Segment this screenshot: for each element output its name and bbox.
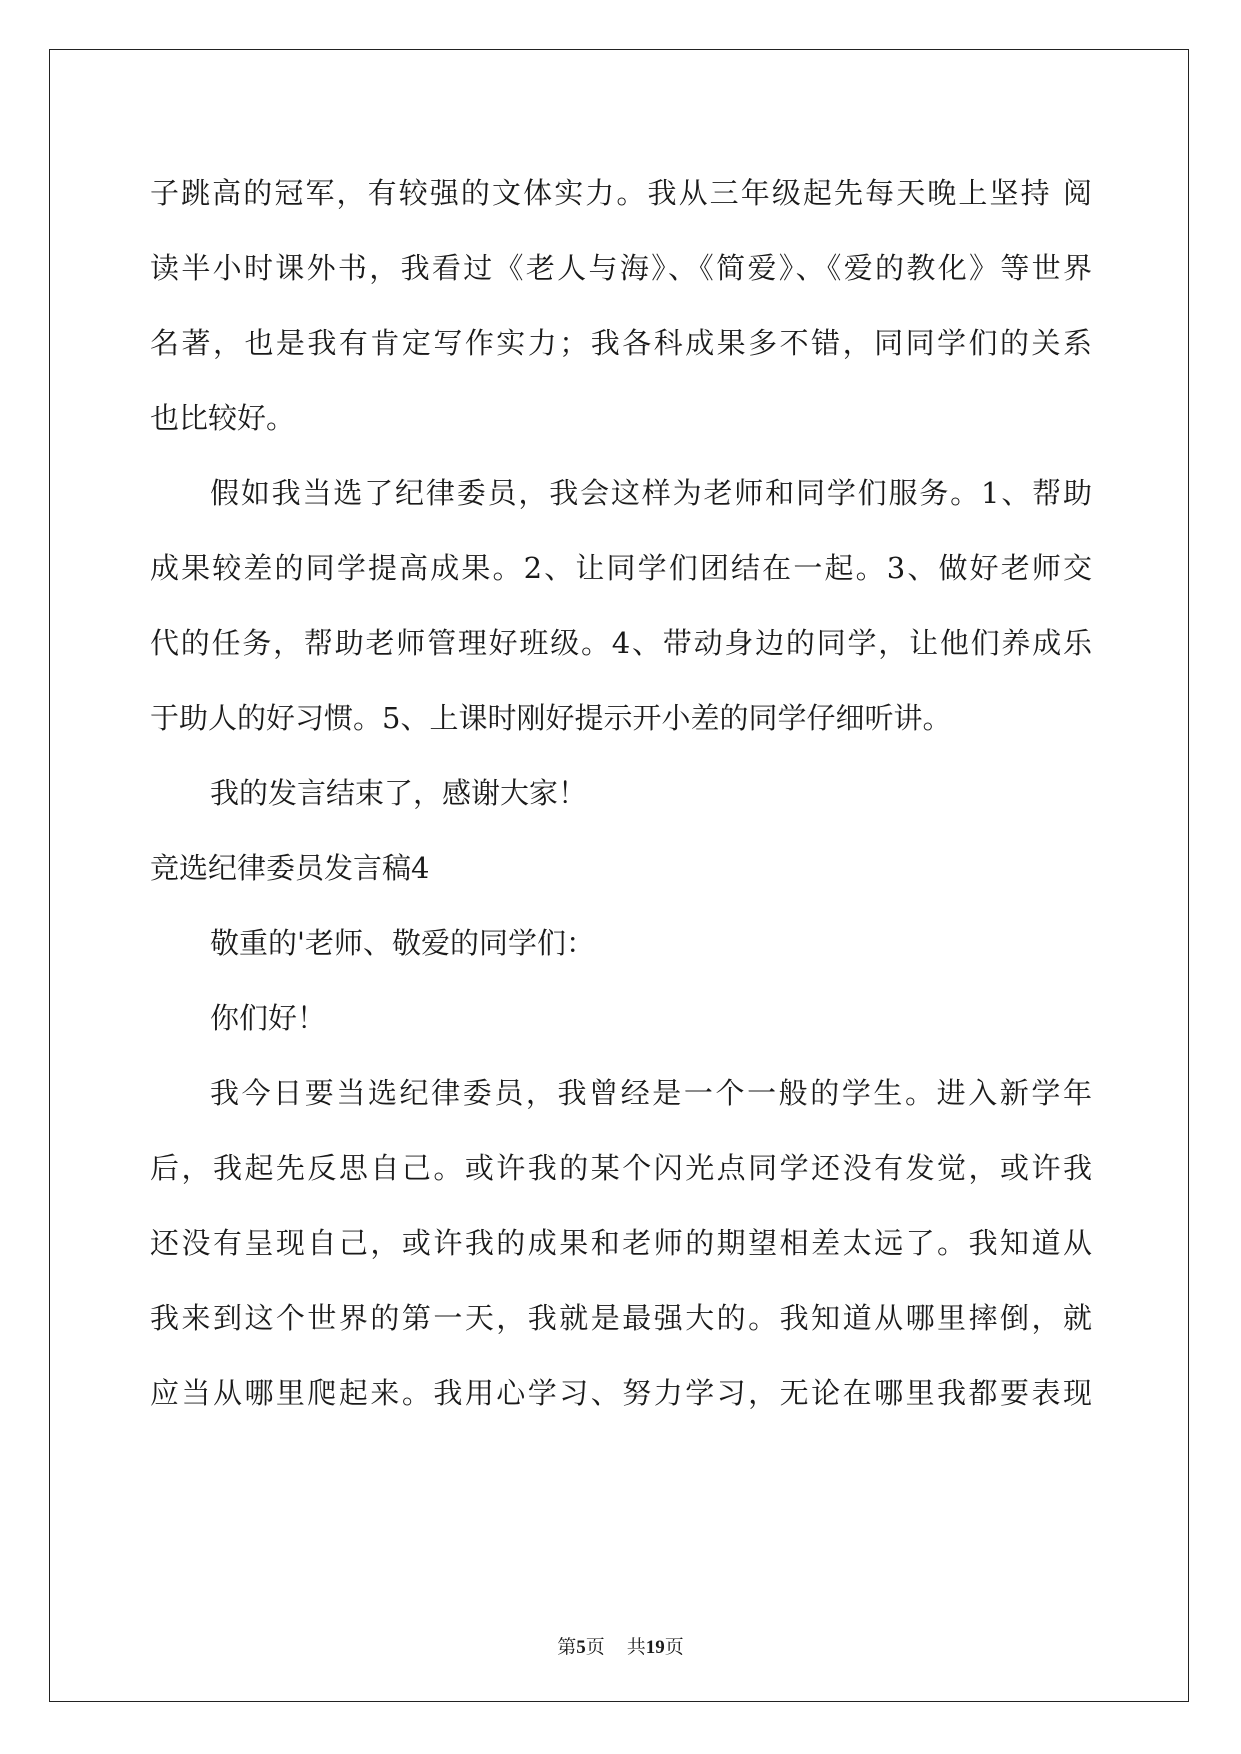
- footer-page-unit: 页: [585, 1636, 605, 1658]
- footer-total-prefix: 共: [626, 1636, 646, 1658]
- current-page-number: 5: [576, 1637, 586, 1658]
- footer-prefix: 第: [557, 1636, 577, 1658]
- document-body: [150, 156, 1092, 1431]
- text-line: 读半小时课外书，我看过《老人与海》、《简爱》、《爱的教化》等世界: [150, 251, 1092, 285]
- page-footer: [0, 1635, 1241, 1660]
- text-line: 后，我起先反思自己。或许我的某个闪光点同学还没有发觉，或许我: [150, 1151, 1092, 1185]
- section-heading: 竞选纪律委员发言稿4: [150, 851, 430, 885]
- text-line: 我来到这个世界的第一天，我就是最强大的。我知道从哪里摔倒，就: [150, 1301, 1092, 1335]
- text-line: 代的任务，帮助老师管理好班级。4、带动身边的同学，让他们养成乐: [150, 626, 1092, 660]
- salutation: 敬重的'老师、敬爱的同学们：: [210, 926, 595, 960]
- greeting: 你们好！: [210, 1001, 327, 1035]
- text-line: 还没有呈现自己，或许我的成果和老师的期望相差太远了。我知道从: [150, 1226, 1092, 1260]
- total-pages-number: 19: [645, 1637, 665, 1658]
- text-line: 我的发言结束了，感谢大家！: [210, 776, 588, 810]
- footer-total-unit: 页: [664, 1636, 684, 1658]
- text-line: 名著，也是我有肯定写作实力；我各科成果多不错，同同学们的关系: [150, 326, 1092, 360]
- text-line: 应当从哪里爬起来。我用心学习、努力学习，无论在哪里我都要表现: [150, 1376, 1092, 1410]
- text-line: 假如我当选了纪律委员，我会这样为老师和同学们服务。1、帮助: [210, 476, 1092, 510]
- text-line: 子跳高的冠军，有较强的文体实力。我从三年级起先每天晚上坚持 阅: [150, 176, 1092, 210]
- text-line: 成果较差的同学提高成果。2、让同学们团结在一起。3、做好老师交: [150, 551, 1092, 585]
- text-line: 也比较好。: [150, 401, 296, 435]
- text-line: 我今日要当选纪律委员，我曾经是一个一般的学生。进入新学年: [210, 1076, 1092, 1110]
- text-line: 于助人的好习惯。5、上课时刚好提示开小差的同学仔细听讲。: [150, 701, 952, 735]
